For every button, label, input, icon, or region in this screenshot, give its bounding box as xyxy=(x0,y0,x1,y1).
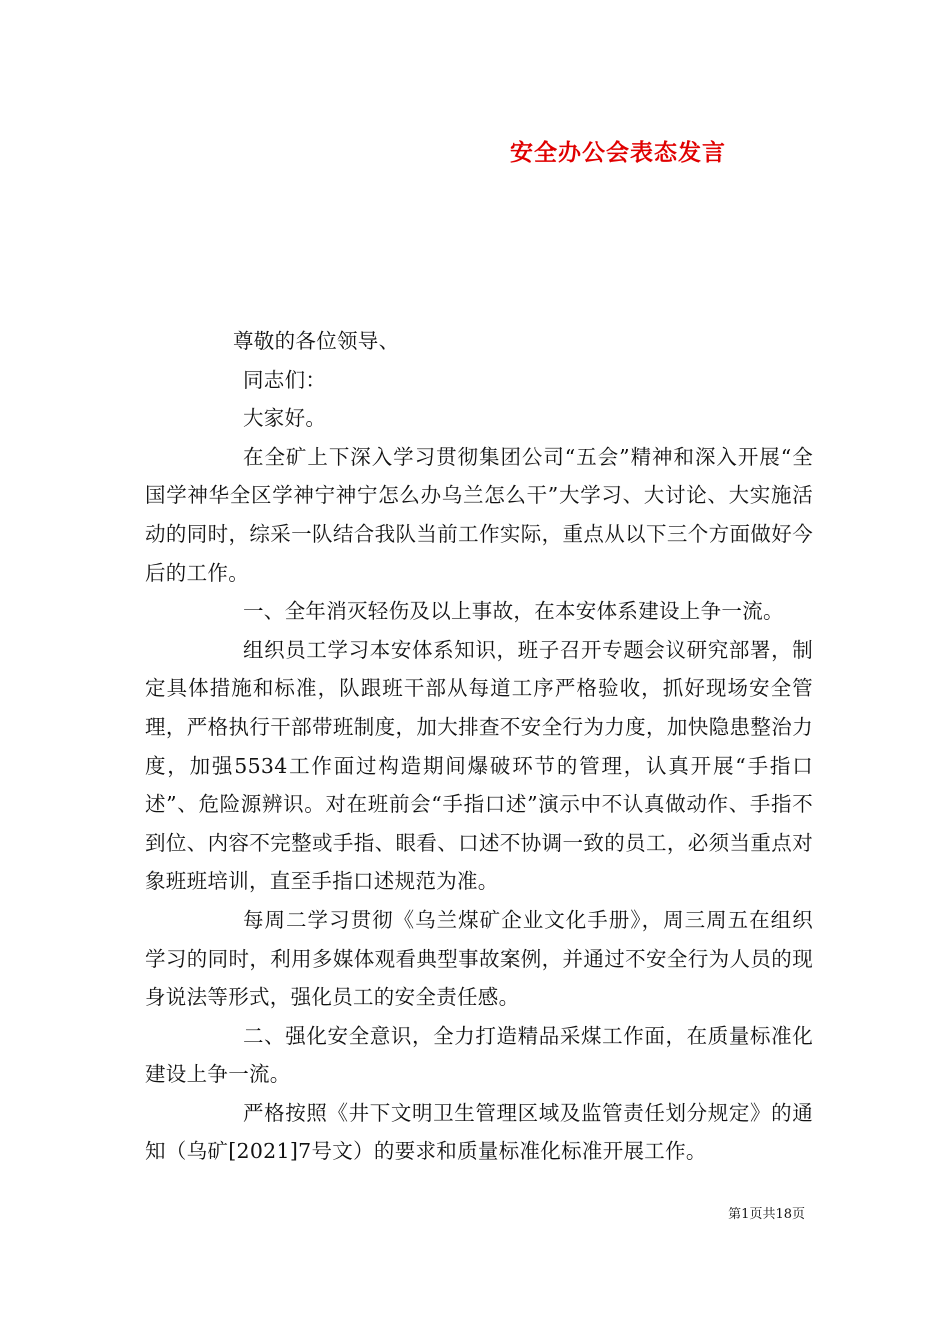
body-paragraph: 组织员工学习本安体系知识，班子召开专题会议研究部署，制定具体措施和标准，队跟班干部从每道工序严格验收，抓好现场安全管理，严格执行干部带班制度，加大排查不安全行为力度，加快隐患整治力度，加强5534工作面过构造期间爆破环节的管理，认真开展“手指口述”、危险源辨识。对在班前会“手指口述”演示中不认真做动作、手指不到位、内容不完整或手指、眼看、口述不协调一致的员工，必须当重点对象班班培训，直至手指口述规范为准。 xyxy=(145,637,813,894)
document-title xyxy=(0,134,950,167)
body-paragraph: 在全矿上下深入学习贯彻集团公司“五会”精神和深入开展“全国学神华全区学神宁神宁怎么办乌兰怎么干”大学习、大讨论、大实施活动的同时，综采一队结合我队当前工作实际，重点从以下三个方面做好今后的工作。 xyxy=(145,444,813,585)
document-body xyxy=(145,322,813,1171)
body-paragraph: 每周二学习贯彻《乌兰煤矿企业文化手册》，周三周五在组织学习的同时，利用多媒体观看典型事故案例，并通过不安全行为人员的现身说法等形式，强化员工的安全责任感。 xyxy=(145,907,813,1010)
greeting-line: 大家好。 xyxy=(243,406,327,431)
greeting-line: 同志们： xyxy=(243,367,327,392)
greeting-line: 尊敬的各位领导、 xyxy=(233,329,400,353)
body-paragraph: 严格按照《井下文明卫生管理区域及监管责任划分规定》的通知（乌矿[2021]7号文）的要求和质量标准化标准开展工作。 xyxy=(145,1100,813,1164)
section-heading: 二、强化安全意识，全力打造精品采煤工作面，在质量标准化建设上争一流。 xyxy=(145,1023,813,1087)
document-title-text: 安全办公会表态发言 xyxy=(510,139,726,166)
page-footer: 第1页共18页 xyxy=(728,1207,805,1222)
section-heading: 一、全年消灭轻伤及以上事故，在本安体系建设上争一流。 xyxy=(243,599,784,624)
